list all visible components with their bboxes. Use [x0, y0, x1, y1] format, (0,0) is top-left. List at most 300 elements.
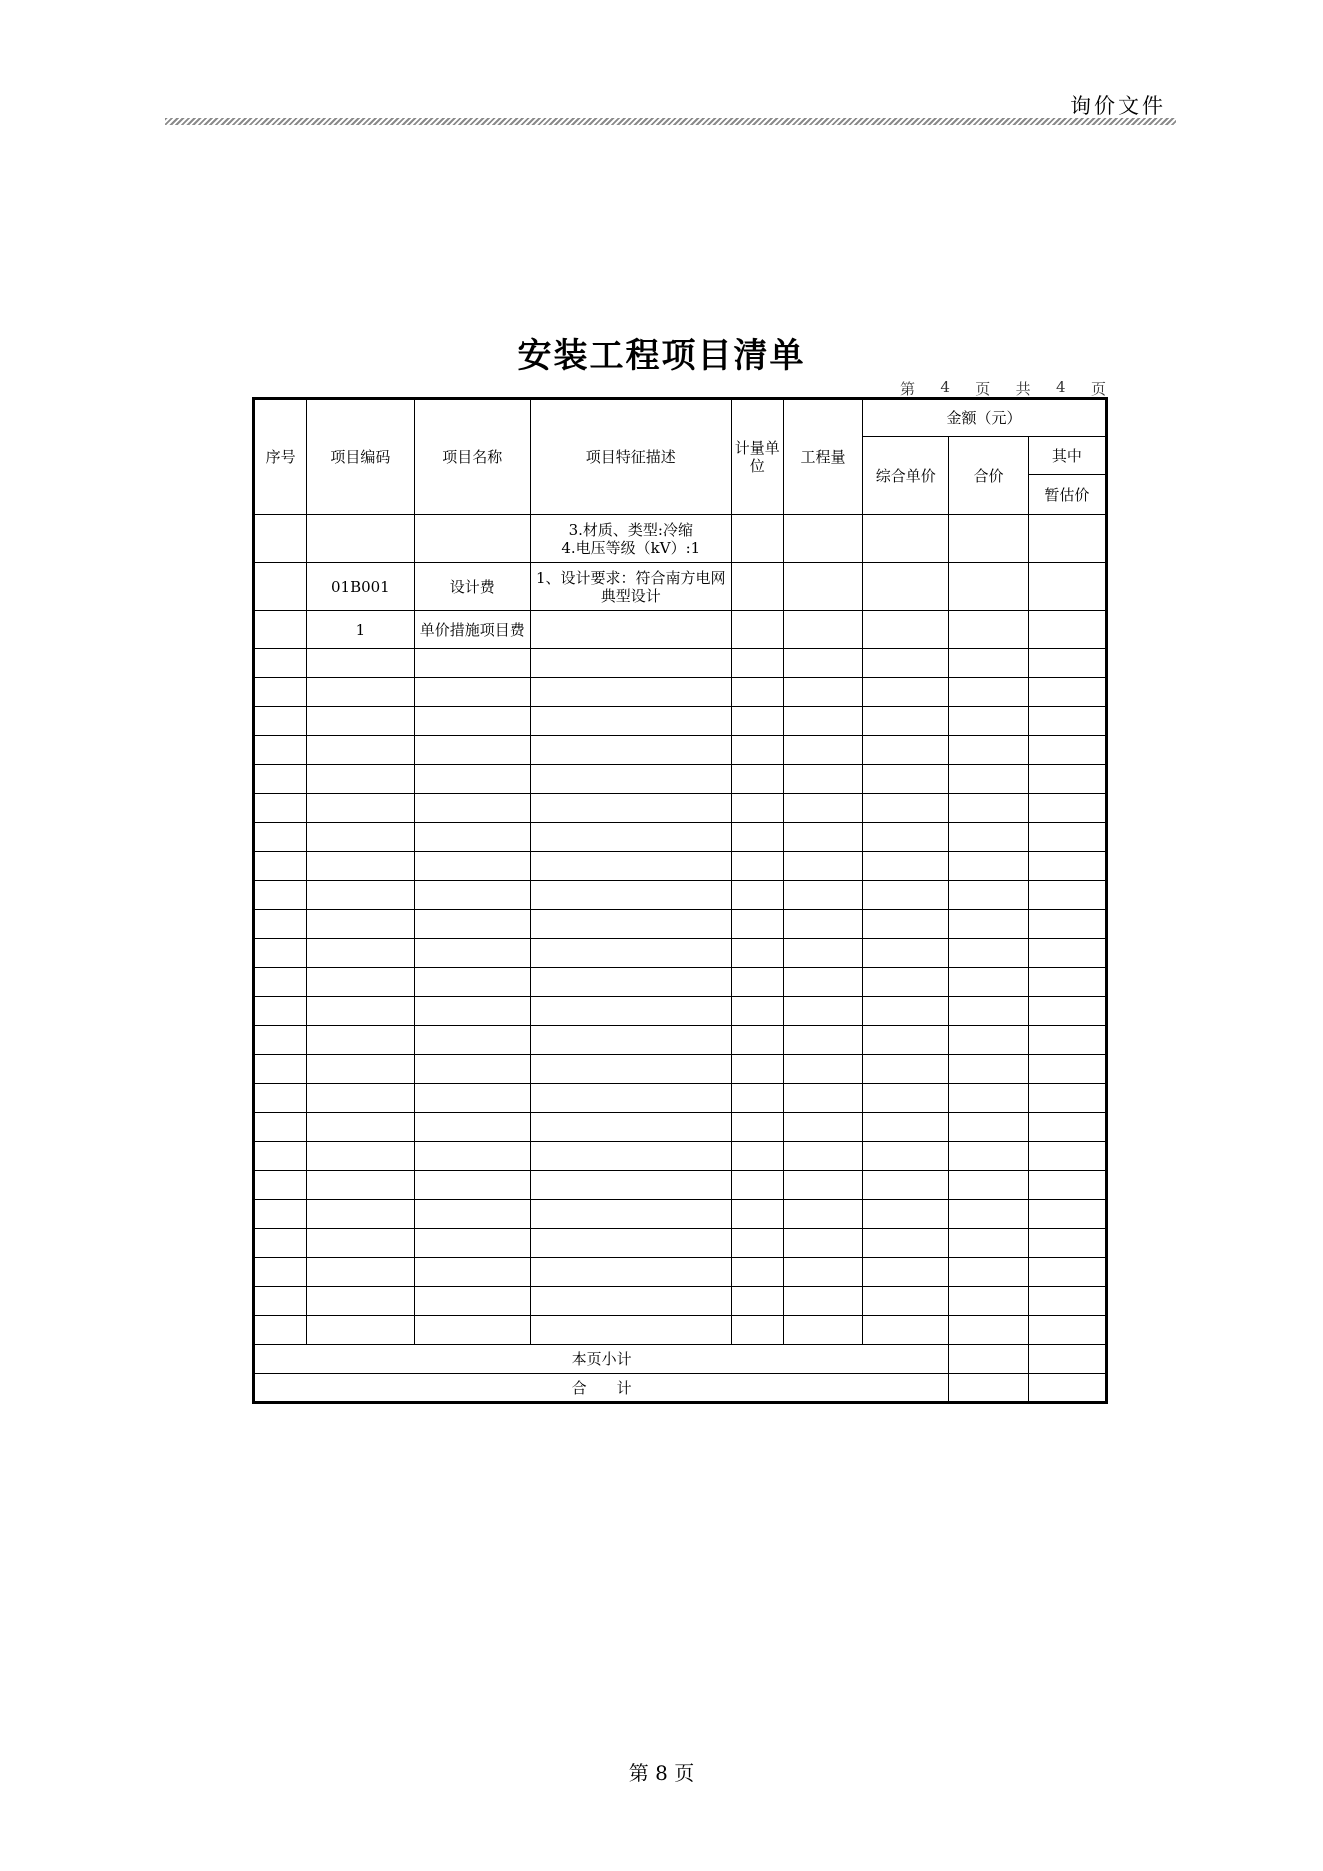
empty-cell — [1028, 823, 1106, 852]
page-number: 第 8 页 — [628, 1761, 695, 1785]
empty-cell — [783, 1316, 862, 1345]
empty-cell — [949, 1258, 1028, 1287]
empty-cell — [949, 1026, 1028, 1055]
empty-cell — [254, 1200, 307, 1229]
empty-cell — [783, 1171, 862, 1200]
empty-cell — [307, 1113, 414, 1142]
empty-cell — [307, 1055, 414, 1084]
empty-cell — [414, 765, 530, 794]
empty-cell — [414, 649, 530, 678]
cell-provisional — [1028, 611, 1106, 649]
empty-cell — [1028, 794, 1106, 823]
empty-table-row — [254, 1200, 1107, 1229]
empty-cell — [731, 910, 783, 939]
empty-cell — [783, 1258, 862, 1287]
empty-cell — [530, 939, 731, 968]
empty-cell — [731, 1084, 783, 1113]
empty-cell — [414, 968, 530, 997]
empty-table-row — [254, 649, 1107, 678]
col-header-of-which: 其中 — [1028, 437, 1106, 475]
empty-cell — [783, 1142, 862, 1171]
empty-cell — [254, 1229, 307, 1258]
empty-cell — [414, 1229, 530, 1258]
cell-name — [414, 515, 530, 563]
empty-cell — [530, 1200, 731, 1229]
empty-cell — [1028, 881, 1106, 910]
empty-table-row — [254, 1258, 1107, 1287]
empty-cell — [1028, 997, 1106, 1026]
empty-cell — [949, 707, 1028, 736]
empty-cell — [530, 794, 731, 823]
empty-cell — [1028, 1142, 1106, 1171]
empty-cell — [530, 852, 731, 881]
empty-cell — [863, 1316, 949, 1345]
empty-cell — [254, 736, 307, 765]
empty-cell — [414, 736, 530, 765]
empty-cell — [783, 997, 862, 1026]
empty-cell — [1028, 852, 1106, 881]
cell-unit-price — [863, 563, 949, 611]
empty-cell — [863, 823, 949, 852]
empty-cell — [307, 823, 414, 852]
empty-cell — [783, 707, 862, 736]
col-header-features: 项目特征描述 — [530, 399, 731, 515]
cell-seq — [254, 515, 307, 563]
empty-cell — [863, 910, 949, 939]
subtotal-row — [254, 1345, 1107, 1374]
empty-cell — [949, 736, 1028, 765]
empty-cell — [731, 1113, 783, 1142]
empty-table-row — [254, 678, 1107, 707]
empty-cell — [530, 997, 731, 1026]
empty-cell — [783, 794, 862, 823]
cell-unit-price — [863, 611, 949, 649]
empty-cell — [307, 1316, 414, 1345]
empty-cell — [1028, 1287, 1106, 1316]
empty-cell — [1028, 765, 1106, 794]
empty-cell — [530, 1084, 731, 1113]
empty-cell — [1028, 1171, 1106, 1200]
empty-cell — [254, 997, 307, 1026]
empty-cell — [530, 1258, 731, 1287]
empty-cell — [783, 939, 862, 968]
empty-cell — [731, 968, 783, 997]
cell-features: 3.材质、类型:冷缩 4.电压等级（kV）:1 — [530, 515, 731, 563]
empty-cell — [731, 881, 783, 910]
empty-cell — [414, 1113, 530, 1142]
empty-table-row — [254, 1287, 1107, 1316]
empty-cell — [949, 678, 1028, 707]
empty-cell — [254, 1026, 307, 1055]
empty-cell — [1028, 1113, 1106, 1142]
empty-cell — [1028, 1316, 1106, 1345]
cell-total — [949, 563, 1028, 611]
empty-cell — [414, 1142, 530, 1171]
empty-cell — [1028, 707, 1106, 736]
cell-seq — [254, 611, 307, 649]
empty-cell — [949, 939, 1028, 968]
empty-cell — [863, 736, 949, 765]
empty-table-row — [254, 1084, 1107, 1113]
cell-code: 01B001 — [307, 563, 414, 611]
empty-cell — [863, 881, 949, 910]
empty-cell — [949, 968, 1028, 997]
empty-cell — [254, 823, 307, 852]
empty-cell — [254, 1113, 307, 1142]
empty-cell — [307, 881, 414, 910]
empty-cell — [530, 678, 731, 707]
empty-cell — [863, 1026, 949, 1055]
empty-cell — [731, 1287, 783, 1316]
empty-cell — [307, 794, 414, 823]
empty-cell — [949, 1084, 1028, 1113]
empty-cell — [863, 1171, 949, 1200]
empty-cell — [1028, 968, 1106, 997]
empty-cell — [783, 765, 862, 794]
empty-cell — [414, 678, 530, 707]
cell-provisional — [1028, 515, 1106, 563]
empty-cell — [949, 794, 1028, 823]
empty-cell — [307, 939, 414, 968]
empty-cell — [783, 1026, 862, 1055]
empty-cell — [783, 1055, 862, 1084]
empty-cell — [863, 1055, 949, 1084]
empty-table-row — [254, 1142, 1107, 1171]
empty-table-row — [254, 910, 1107, 939]
page-indicator-current: 4 — [940, 378, 950, 396]
bill-of-quantities-table — [252, 397, 1108, 1404]
empty-cell — [863, 649, 949, 678]
document-type-label: 询价文件 — [1070, 94, 1166, 118]
empty-cell — [863, 997, 949, 1026]
header-row-1 — [254, 399, 1107, 437]
empty-cell — [254, 1258, 307, 1287]
empty-cell — [731, 823, 783, 852]
empty-cell — [731, 939, 783, 968]
empty-table-row — [254, 1113, 1107, 1142]
empty-cell — [414, 1316, 530, 1345]
empty-cell — [863, 707, 949, 736]
empty-cell — [949, 1200, 1028, 1229]
empty-cell — [530, 707, 731, 736]
cell-unit — [731, 563, 783, 611]
empty-cell — [731, 765, 783, 794]
empty-cell — [783, 678, 862, 707]
empty-cell — [949, 765, 1028, 794]
empty-table-row — [254, 1229, 1107, 1258]
empty-cell — [254, 1171, 307, 1200]
table-row — [254, 611, 1107, 649]
empty-cell — [414, 1287, 530, 1316]
page-indicator-total-prefix: 共 — [1015, 380, 1031, 398]
empty-table-row — [254, 1055, 1107, 1084]
empty-cell — [254, 649, 307, 678]
cell-total — [949, 515, 1028, 563]
empty-table-row — [254, 1026, 1107, 1055]
empty-cell — [731, 649, 783, 678]
cell-features: 1、设计要求：符合南方电网典型设计 — [530, 563, 731, 611]
empty-cell — [254, 910, 307, 939]
empty-cell — [949, 649, 1028, 678]
empty-cell — [530, 910, 731, 939]
empty-cell — [254, 881, 307, 910]
empty-cell — [530, 1287, 731, 1316]
empty-cell — [863, 765, 949, 794]
empty-cell — [530, 1171, 731, 1200]
empty-cell — [863, 968, 949, 997]
empty-cell — [254, 1142, 307, 1171]
empty-cell — [307, 1229, 414, 1258]
page-indicator-suffix: 页 — [1090, 380, 1106, 398]
empty-cell — [307, 910, 414, 939]
empty-cell — [414, 910, 530, 939]
cell-quantity — [783, 563, 862, 611]
empty-cell — [254, 765, 307, 794]
empty-cell — [731, 794, 783, 823]
empty-cell — [1028, 939, 1106, 968]
empty-cell — [530, 1142, 731, 1171]
empty-cell — [1028, 1229, 1106, 1258]
empty-cell — [530, 765, 731, 794]
empty-cell — [530, 736, 731, 765]
empty-cell — [731, 852, 783, 881]
empty-cell — [307, 765, 414, 794]
empty-cell — [307, 1258, 414, 1287]
empty-cell — [307, 1287, 414, 1316]
empty-table-row — [254, 881, 1107, 910]
empty-cell — [307, 1084, 414, 1113]
subtotal-provisional-cell — [1028, 1345, 1106, 1374]
empty-table-row — [254, 939, 1107, 968]
empty-cell — [414, 1026, 530, 1055]
empty-rows — [254, 649, 1107, 1345]
header-divider — [165, 118, 1176, 125]
empty-cell — [254, 1055, 307, 1084]
empty-table-row — [254, 1171, 1107, 1200]
empty-cell — [307, 997, 414, 1026]
cell-name: 设计费 — [414, 563, 530, 611]
empty-cell — [414, 852, 530, 881]
empty-cell — [414, 881, 530, 910]
empty-cell — [731, 736, 783, 765]
empty-cell — [530, 1026, 731, 1055]
empty-cell — [530, 881, 731, 910]
col-header-unit-price: 综合单价 — [863, 437, 949, 515]
empty-cell — [863, 852, 949, 881]
subtotal-label: 本页小计 — [254, 1345, 949, 1374]
empty-cell — [783, 1113, 862, 1142]
empty-cell — [254, 1316, 307, 1345]
empty-table-row — [254, 765, 1107, 794]
empty-cell — [414, 997, 530, 1026]
page-indicator-mid: 页 — [975, 380, 991, 398]
empty-table-row — [254, 736, 1107, 765]
empty-cell — [307, 678, 414, 707]
empty-cell — [863, 794, 949, 823]
empty-cell — [949, 1287, 1028, 1316]
empty-cell — [254, 1084, 307, 1113]
page-title: 安装工程项目清单 — [517, 336, 806, 376]
empty-table-row — [254, 794, 1107, 823]
empty-cell — [783, 649, 862, 678]
empty-cell — [949, 1142, 1028, 1171]
cell-unit — [731, 611, 783, 649]
empty-cell — [949, 1229, 1028, 1258]
empty-cell — [863, 1229, 949, 1258]
empty-cell — [783, 823, 862, 852]
empty-cell — [254, 1287, 307, 1316]
empty-cell — [1028, 1026, 1106, 1055]
empty-cell — [731, 997, 783, 1026]
empty-cell — [414, 939, 530, 968]
empty-cell — [863, 1113, 949, 1142]
cell-provisional — [1028, 563, 1106, 611]
col-header-seq: 序号 — [254, 399, 307, 515]
empty-cell — [731, 1229, 783, 1258]
empty-cell — [530, 1055, 731, 1084]
empty-cell — [783, 852, 862, 881]
empty-table-row — [254, 852, 1107, 881]
grand-total-provisional-cell — [1028, 1374, 1106, 1403]
empty-cell — [307, 707, 414, 736]
empty-cell — [731, 1316, 783, 1345]
page-indicator — [900, 378, 1106, 399]
empty-cell — [731, 1026, 783, 1055]
col-header-provisional: 暂估价 — [1028, 475, 1106, 515]
empty-cell — [783, 1287, 862, 1316]
empty-cell — [949, 1113, 1028, 1142]
empty-cell — [414, 794, 530, 823]
empty-cell — [731, 1200, 783, 1229]
empty-cell — [731, 678, 783, 707]
col-header-name: 项目名称 — [414, 399, 530, 515]
empty-table-row — [254, 968, 1107, 997]
empty-cell — [863, 1200, 949, 1229]
empty-cell — [307, 968, 414, 997]
empty-cell — [863, 1084, 949, 1113]
empty-cell — [949, 823, 1028, 852]
empty-cell — [307, 736, 414, 765]
empty-cell — [414, 707, 530, 736]
empty-cell — [254, 707, 307, 736]
empty-cell — [783, 736, 862, 765]
empty-cell — [530, 968, 731, 997]
empty-cell — [307, 1171, 414, 1200]
col-header-unit: 计量单位 — [731, 399, 783, 515]
empty-cell — [254, 678, 307, 707]
cell-quantity — [783, 611, 862, 649]
empty-cell — [731, 1171, 783, 1200]
empty-cell — [254, 968, 307, 997]
empty-cell — [783, 1229, 862, 1258]
cell-quantity — [783, 515, 862, 563]
empty-cell — [307, 1200, 414, 1229]
empty-cell — [307, 649, 414, 678]
empty-table-row — [254, 997, 1107, 1026]
empty-table-row — [254, 823, 1107, 852]
empty-cell — [1028, 1055, 1106, 1084]
empty-cell — [254, 794, 307, 823]
empty-cell — [783, 968, 862, 997]
empty-cell — [949, 997, 1028, 1026]
empty-cell — [414, 1200, 530, 1229]
cell-seq — [254, 563, 307, 611]
empty-cell — [414, 1084, 530, 1113]
col-header-total: 合价 — [949, 437, 1028, 515]
empty-cell — [1028, 678, 1106, 707]
empty-table-row — [254, 707, 1107, 736]
empty-cell — [414, 1055, 530, 1084]
grand-total-label: 合 计 — [254, 1374, 949, 1403]
empty-cell — [307, 1026, 414, 1055]
empty-cell — [863, 1142, 949, 1171]
empty-cell — [783, 910, 862, 939]
cell-total — [949, 611, 1028, 649]
empty-cell — [530, 1229, 731, 1258]
cell-features — [530, 611, 731, 649]
cell-unit — [731, 515, 783, 563]
cell-name: 单价措施项目费 — [414, 611, 530, 649]
cell-code — [307, 515, 414, 563]
empty-cell — [731, 1142, 783, 1171]
empty-cell — [254, 852, 307, 881]
empty-cell — [1028, 910, 1106, 939]
cell-unit-price — [863, 515, 949, 563]
empty-cell — [783, 881, 862, 910]
empty-cell — [863, 939, 949, 968]
empty-cell — [731, 707, 783, 736]
empty-cell — [254, 939, 307, 968]
empty-cell — [949, 1055, 1028, 1084]
empty-cell — [949, 910, 1028, 939]
empty-cell — [783, 1084, 862, 1113]
empty-cell — [863, 1287, 949, 1316]
empty-cell — [783, 1200, 862, 1229]
empty-cell — [863, 678, 949, 707]
page-indicator-total: 4 — [1056, 378, 1066, 396]
empty-cell — [949, 1171, 1028, 1200]
empty-cell — [949, 852, 1028, 881]
empty-cell — [949, 1316, 1028, 1345]
empty-cell — [731, 1258, 783, 1287]
empty-cell — [530, 1316, 731, 1345]
grand-total-cell — [949, 1374, 1028, 1403]
empty-cell — [1028, 1200, 1106, 1229]
table-row — [254, 563, 1107, 611]
empty-table-row — [254, 1316, 1107, 1345]
empty-cell — [414, 1258, 530, 1287]
empty-cell — [307, 1142, 414, 1171]
col-header-code: 项目编码 — [307, 399, 414, 515]
empty-cell — [414, 1171, 530, 1200]
grand-total-row — [254, 1374, 1107, 1403]
empty-cell — [949, 881, 1028, 910]
empty-cell — [530, 649, 731, 678]
empty-cell — [731, 1055, 783, 1084]
empty-cell — [307, 852, 414, 881]
empty-cell — [1028, 1084, 1106, 1113]
col-header-quantity: 工程量 — [783, 399, 862, 515]
empty-cell — [414, 823, 530, 852]
empty-cell — [530, 1113, 731, 1142]
empty-cell — [530, 823, 731, 852]
col-header-amount: 金额（元） — [863, 399, 1107, 437]
cell-code: 1 — [307, 611, 414, 649]
subtotal-total-cell — [949, 1345, 1028, 1374]
empty-cell — [1028, 1258, 1106, 1287]
empty-cell — [1028, 736, 1106, 765]
empty-cell — [1028, 649, 1106, 678]
